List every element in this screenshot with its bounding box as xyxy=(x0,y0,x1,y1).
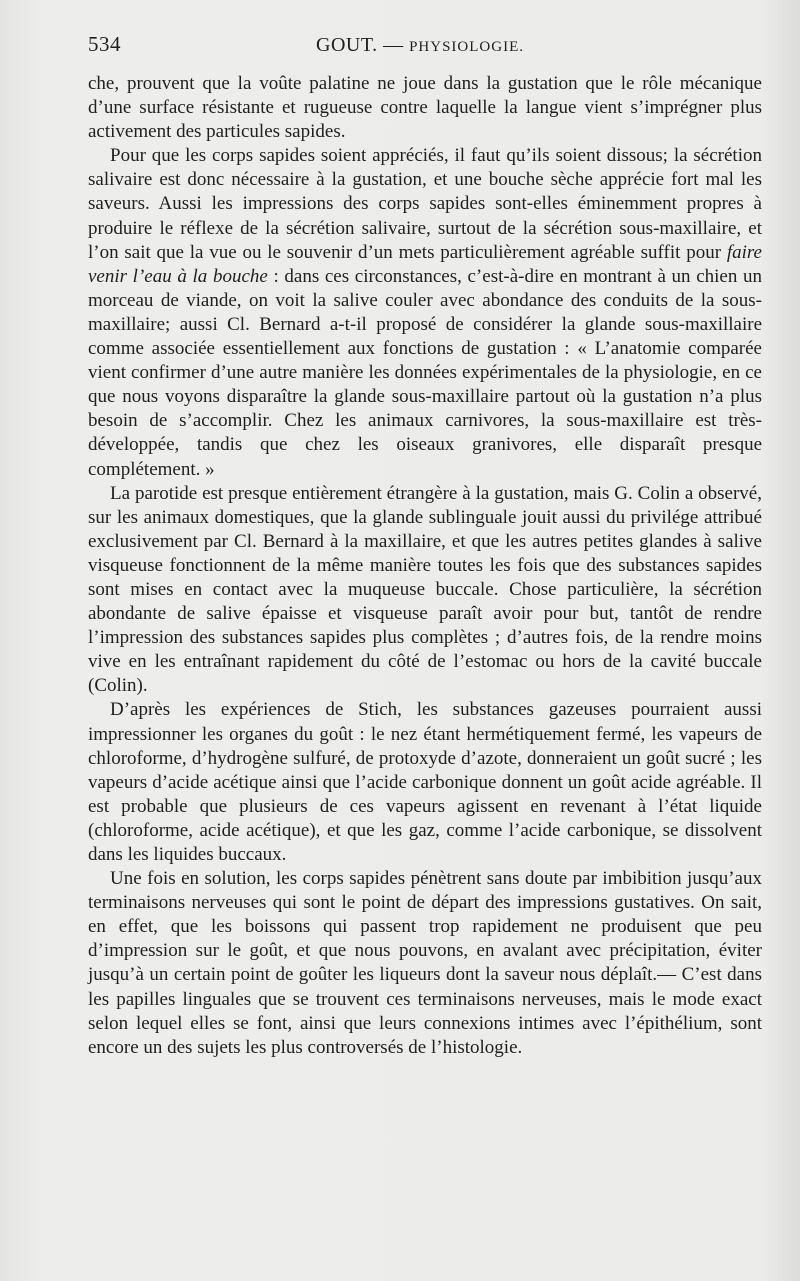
running-header xyxy=(88,32,762,66)
paragraph-5 xyxy=(88,867,762,1060)
paragraph-3 xyxy=(88,482,762,699)
paragraph-1 xyxy=(88,72,762,144)
header-title: GOUT. xyxy=(316,34,378,56)
italic-phrase: faire venir l’eau à la bouche xyxy=(88,241,762,287)
text-run: Une fois en solution, les corps sapides pénètrent sans doute par imbibition jusqu’aux terminaisons nerveuses qui sont le point de départ des impressions gustatives. On sait, en effet, que les boissons qui passent trop rapidement ne produisent que peu d’impression sur le goût, et que nous pouvons, en avalant avec précipitation, éviter jusqu’à un certain point de goûter les liqueurs dont la saveur nous déplaît.— C’est dans les papilles linguales que se trouvent ces terminaisons nerveuses, mais le mode exact selon lequel elles se font, ainsi que leurs connexions intimes avec l’épithélium, sont encore un des sujets les plus controversés de l’histologie. xyxy=(88,868,762,1058)
text-run: Pour que les corps sapides soient appréciés, il faut qu’ils soient dissous; la sécrétion salivaire est donc nécessaire à la gustation, et une bouche sèche apprécie fort mal les saveurs. Aussi les impressions des corps sapides sont-elles éminemment propres à produire le réflexe de la sécrétion salivaire, surtout de la sécrétion sous-maxillaire, et l’on sait que la vue ou le souvenir d’un mets particulièrement agréable suffit pour xyxy=(88,145,762,263)
paragraph-2 xyxy=(88,144,762,481)
running-title xyxy=(316,34,524,57)
paragraph-4 xyxy=(88,698,762,867)
header-separator: — xyxy=(383,34,404,56)
page-number: 534 xyxy=(88,32,121,56)
text-run: La parotide est presque entièrement étrangère à la gustation, mais G. Colin a observé, sur les animaux domestiques, que la glande sublinguale jouit aussi du privilége attribué exclusivement par Cl. Bernard à la maxillaire, et que les autres petites glandes à salive visqueuse fonctionnent de la même manière toutes les fois que des substances sapides sont mises en contact avec la muqueuse buccale. Chose particulière, la sécrétion abondante de salive épaisse et visqueuse paraît avoir pour but, tantôt de rendre l’impression des substances sapides plus complètes ; d’autres fois, de la rendre moins vive en les entraînant rapidement du côté de l’estomac ou hors de la cavité buccale (Colin). xyxy=(88,482,762,697)
body-text xyxy=(88,72,762,1060)
text-run: che, prouvent que la voûte palatine ne joue dans la gustation que le rôle mécanique d’une surface résistante et rugueuse contre laquelle la langue vient s’imprégner plus activement des particules sapides. xyxy=(88,73,762,143)
header-subtitle: PHYSIOLOGIE. xyxy=(409,39,524,55)
text-run: D’après les expériences de Stich, les substances gazeuses pourraient aussi impressionner les organes du goût : le nez étant hermétiquement fermé, les vapeurs de chloroforme, d’hydrogène sulfuré, de protoxyde d’azote, donneraient un goût sucré ; les vapeurs d’acide acétique ainsi que l’acide carbonique donnent un goût acide agréable. Il est probable que plusieurs de ces vapeurs agissent en revenant à l’état liquide (chloroforme, acide acétique), et que les gaz, comme l’acide carbonique, se dissolvent dans les liquides buccaux. xyxy=(88,699,762,865)
text-run: : dans ces circonstances, c’est-à-dire en montrant à un chien un morceau de viande, on voit la salive couler avec abondance des conduits de la sous-maxillaire; aussi Cl. Bernard a-t-il proposé de considérer la glande sous-maxillaire comme associée essentiellement aux fonctions de gustation : « L’anatomie comparée vient confirmer d’une autre manière les données expérimentales de la physiologie, en ce que nous voyons disparaître la glande sous-maxillaire partout où la gustation n’a plus besoin de s’accomplir. Chez les animaux carnivores, la sous-maxillaire est très-développée, tandis que chez les oiseaux granivores, elle disparaît presque complétement. » xyxy=(88,265,762,480)
